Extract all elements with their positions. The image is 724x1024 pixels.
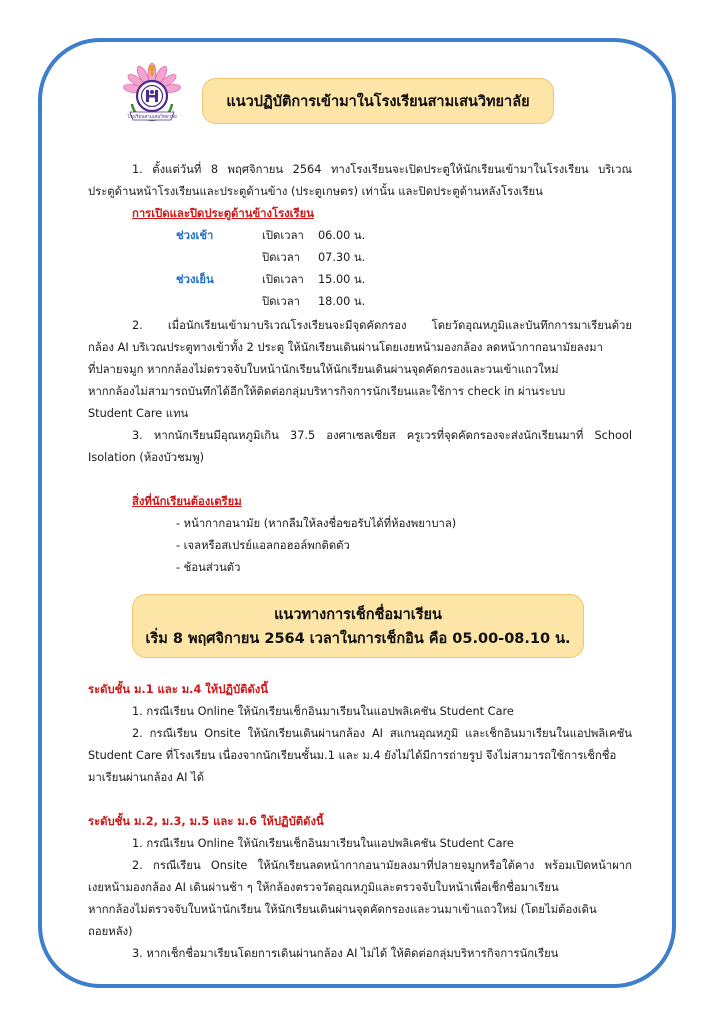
- para-2-line-5: Student Care แทน: [88, 407, 189, 420]
- prep-item: - หน้ากากอนามัย (หากลืมให้ลงชื่อขอรับได้ที่ห้องพยาบาล): [176, 517, 457, 530]
- para-1-line-1: 1. ตั้งแต่วันที่ 8 พฤศจิกายน 2564 ทางโรงเรียนจะเปิดประตูให้นักเรียนเข้ามาในโรงเรียน บริเวณ: [132, 163, 632, 176]
- evening-open-label: เปิดเวลา: [262, 273, 304, 286]
- level-1-4-item-2-line-3: มาเรียนผ่านกล้อง AI ได้: [88, 771, 205, 784]
- morning-close-label: ปิดเวลา: [262, 251, 300, 264]
- level-1-4-item-2-line-2: Student Care ที่โรงเรียน เนื่องจากนักเรียนชั้นม.1 และ ม.4 ยังไม่ได้มีการถ่ายรูป จึงไม่สามารถใช้การเช็กชื่อ: [88, 749, 617, 762]
- prep-item: - เจลหรือสเปรย์แอลกอฮอล์พกติดตัว: [176, 539, 350, 552]
- level-1-4-item-1: 1. กรณีเรียน Online ให้นักเรียนเช็กอินมาเรียนในแอปพลิเคชัน Student Care: [132, 705, 514, 718]
- checkin-banner-title: แนวทางการเช็กชื่อมาเรียน: [274, 607, 442, 623]
- para-2-line-2: กล้อง AI บริเวณประตูทางเข้าทั้ง 2 ประตู ให้นักเรียนเดินผ่านโดยเงยหน้ามองกล้อง ลดหน้ากากอนามัยลงมา: [88, 341, 603, 354]
- svg-text:โรงเรียนสามเสนวิทยาลัย: โรงเรียนสามเสนวิทยาลัย: [127, 115, 177, 120]
- level-2-3-5-6-item-2-line-3: หากกล้องไม่ตรวจจับใบหน้านักเรียน ให้นักเรียนเดินผ่านจุดคัดกรองและวนมาเข้าแถวใหม่ (โดยไม่ต้องเดิน: [88, 903, 597, 916]
- para-2-line-3: ที่ปลายจมูก หากกล้องไม่ตรวจจับใบหน้านักเรียนให้นักเรียนเดินผ่านจุดคัดกรองและวนเข้าแถวใหม่: [88, 363, 559, 376]
- evening-label: ช่วงเย็น: [176, 273, 214, 286]
- morning-open-time: 06.00 น.: [318, 229, 366, 242]
- level-2-3-5-6-item-1: 1. กรณีเรียน Online ให้นักเรียนเช็กอินมาเรียนในแอปพลิเคชัน Student Care: [132, 837, 514, 850]
- level-2-3-5-6-item-2-line-1: 2. กรณีเรียน Onsite ให้นักเรียนลดหน้ากากอนามัยลงมาที่ปลายจมูกหรือใต้คาง พร้อมเปิดหน้าผาก: [132, 859, 632, 872]
- gate-heading: การเปิดและปิดประตูด้านข้างโรงเรียน: [132, 207, 314, 220]
- para-2-line-4: หากกล้องไม่สามารถบันทึกได้อีกให้ติดต่อกลุ่มบริหารกิจการนักเรียนและใช้การ check in ผ่านระบบ: [88, 385, 566, 398]
- level-2-3-5-6-item-2-line-4: ถอยหลัง): [88, 925, 133, 938]
- level-1-4-item-2-line-1: 2. กรณีเรียน Onsite ให้นักเรียนเดินผ่านกล้อง AI สแกนอุณหภูมิ และเช็กอินมาเรียนในแอปพลิเคชัน: [132, 727, 632, 740]
- para-2-line-1: 2. เมื่อนักเรียนเข้ามาบริเวณโรงเรียนจะมีจุดคัดกรอง โดยวัดอุณหภูมิและบันทึกการมาเรียนด้วย: [132, 319, 632, 332]
- evening-open-time: 15.00 น.: [318, 273, 366, 286]
- page-title: แนวปฏิบัติการเข้ามาในโรงเรียนสามเสนวิทยาลัย: [226, 94, 530, 110]
- morning-label: ช่วงเช้า: [176, 229, 214, 242]
- level-2-3-5-6-item-3: 3. หากเช็กชื่อมาเรียนโดยการเดินผ่านกล้อง AI ไม่ได้ ให้ติดต่อกลุ่มบริหารกิจการนักเรียน: [132, 947, 559, 960]
- prep-item: - ช้อนส่วนตัว: [176, 561, 241, 574]
- level-2-3-5-6-item-2-line-2: เงยหน้ามองกล้อง AI เดินผ่านช้า ๆ ให้กล้องตรวจวัดอุณหภูมิและตรวจจับใบหน้าเพื่อเช็กชื่อมาเรียน: [88, 881, 559, 894]
- evening-close-label: ปิดเวลา: [262, 295, 300, 308]
- checkin-banner-subtitle: เริ่ม 8 พฤศจิกายน 2564 เวลาในการเช็กอิน คือ 05.00-08.10 น.: [145, 631, 571, 647]
- level-2-3-5-6-heading: ระดับชั้น ม.2, ม.3, ม.5 และ ม.6 ให้ปฏิบัติดังนี้: [88, 815, 324, 828]
- checkin-banner: [132, 594, 584, 658]
- evening-close-time: 18.00 น.: [318, 295, 366, 308]
- para-3-line-2: Isolation (ห้องบัวชมพู): [88, 451, 205, 464]
- page-title-banner: [202, 78, 554, 124]
- morning-close-time: 07.30 น.: [318, 251, 366, 264]
- prep-heading: สิ่งที่นักเรียนต้องเตรียม: [132, 495, 242, 508]
- para-1-line-2: ประตูด้านหน้าโรงเรียนและประตูด้านข้าง (ประตูเกษตร) เท่านั้น และปิดประตูด้านหลังโรงเรียน: [88, 185, 543, 198]
- morning-open-label: เปิดเวลา: [262, 229, 304, 242]
- school-logo: [122, 62, 182, 128]
- level-1-4-heading: ระดับชั้น ม.1 และ ม.4 ให้ปฏิบัติดังนี้: [88, 683, 269, 696]
- para-3-line-1: 3. หากนักเรียนมีอุณหภูมิเกิน 37.5 องศาเซลเซียส ครูเวรที่จุดคัดกรองจะส่งนักเรียนมาที่ School: [132, 429, 632, 442]
